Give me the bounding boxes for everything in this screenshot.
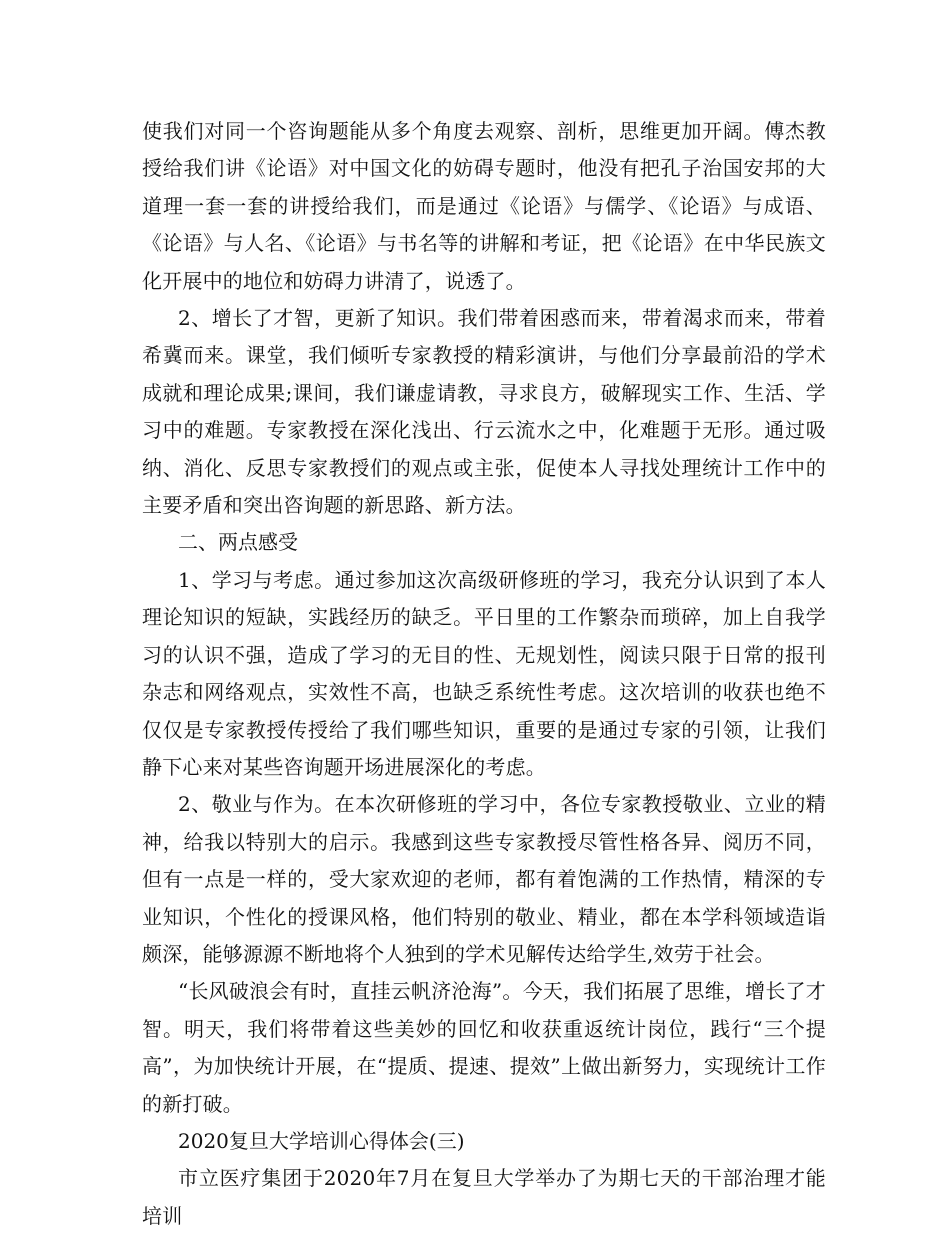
paragraph-hospital-group-training: 市立医疗集团于2020年7月在复旦大学举办了为期七天的干部治理才能培训 [142,1166,826,1228]
paragraph-learning-thinking: 1、学习与考虑。通过参加这次高级研修班的学习，我充分认识到了本人理论知识的短缺，实践经历的缺乏。平日里的工作繁杂而琐碎，加上自我学习的认识不强，造成了学习的无目的性、无规划性，阅读只限于日常的报刊杂志和网络观点，实效性不高，也缺乏系统性考虑。这次培训的收获也绝不仅仅是专家教授传授给了我们哪些知识，重要的是通过专家的引领，让我们静下心来对某些咨询题开场进展深化的考虑。 [142,567,826,779]
section-heading-fudan-part-three: 2020复旦大学培训心得体会(三) [178,1128,465,1153]
paragraph-dedication: 2、敬业与作为。在本次研修班的学习中，各位专家教授敬业、立业的精神，给我以特别大的启示。我感到这些专家教授尽管性格各异、阅历不同，但有一点是一样的，受大家欢迎的老师，都有着饱满的工作热情，精深的专业知识，个性化的授课风格，他们特别的敬业、精业，都在本学科领域造诣颇深，能够源源不断地将个人独到的学术见解传达给学生,效劳于社会。 [142,792,826,966]
paragraph-continuation: 使我们对同一个咨询题能从多个角度去观察、剖析，思维更加开阔。傅杰教授给我们讲《论语》对中国文化的妨碍专题时，他没有把孔子治国安邦的大道理一套一套的讲授给我们，而是通过《论语》与儒学、《论语》与成语、《论语》与人名、《论语》与书名等的讲解和考证，把《论语》在中华民族文化开展中的地位和妨碍力讲清了，说透了。 [142,119,826,293]
paragraph-growth-knowledge: 2、增长了才智，更新了知识。我们带着困惑而来，带着渴求而来，带着希冀而来。课堂，我们倾听专家教授的精彩演讲，与他们分享最前沿的学术成就和理论成果;课间，我们谦虚请教，寻求良方，破解现实工作、生活、学习中的难题。专家教授在深化浅出、行云流水之中，化难题于无形。通过吸纳、消化、反思专家教授们的观点或主张，促使本人寻找处理统计工作中的主要矛盾和突出咨询题的新思路、新方法。 [142,306,826,518]
document-body [142,113,826,1235]
section-heading-two-feelings: 二、两点感受 [178,530,298,555]
paragraph-closing-quote: “长风破浪会有时，直挂云帆济沧海”。今天，我们拓展了思维，增长了才智。明天，我们将带着这些美妙的回忆和收获重返统计岗位，践行“三个提高”，为加快统计开展，在“提质、提速、提效”上做出新努力，实现统计工作的新打破。 [142,979,826,1116]
